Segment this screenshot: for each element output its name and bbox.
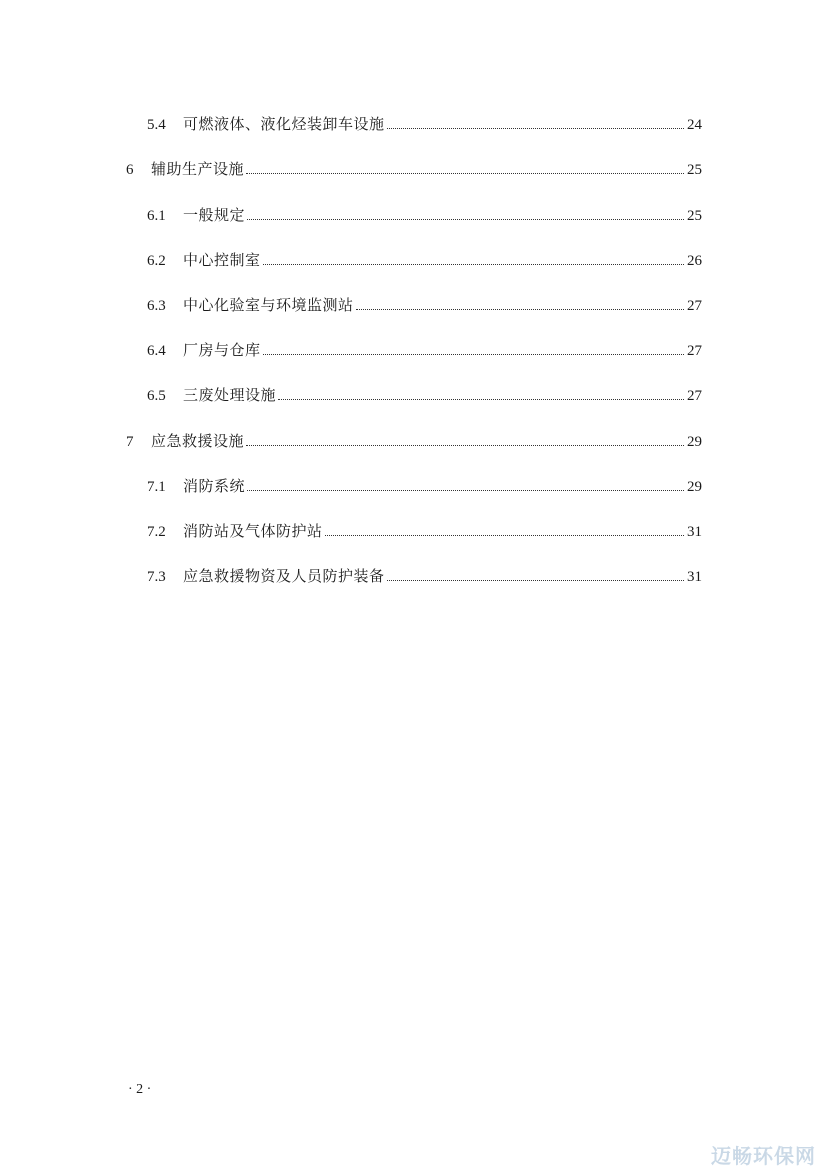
toc-entry-5-4[interactable] [147, 113, 702, 135]
toc-entry-title: 可燃液体、液化烃装卸车设施 [183, 115, 385, 133]
toc-entry-number: 5.4 [147, 117, 166, 133]
toc-dot-leader [325, 534, 684, 536]
toc-entry-title: 消防站及气体防护站 [183, 522, 323, 540]
toc-entry-title: 厂房与仓库 [183, 341, 261, 359]
toc-dot-leader [387, 579, 684, 581]
toc-entry-title: 辅助生产设施 [151, 160, 245, 178]
toc-entry-page: 26 [687, 253, 702, 269]
toc-entry-page: 31 [687, 524, 702, 540]
toc-entry-number: 6.5 [147, 388, 166, 404]
toc-entry-page: 25 [687, 208, 702, 224]
toc-entry-number: 7.3 [147, 569, 166, 585]
toc-entry-page: 29 [687, 479, 702, 495]
toc-entry-title: 三废处理设施 [183, 386, 277, 404]
toc-entry-6-1[interactable] [147, 204, 702, 226]
toc-entry-number: 6 [126, 162, 134, 178]
toc-entry-6-5[interactable] [147, 384, 702, 406]
toc-dot-leader [247, 218, 684, 220]
toc-entry-number: 7.2 [147, 524, 166, 540]
toc-entry-title: 中心控制室 [183, 251, 261, 269]
toc-dot-leader [247, 489, 684, 491]
watermark: 迈畅环保网 [711, 1144, 816, 1168]
toc-entry-title: 应急救援设施 [151, 432, 245, 450]
toc-entry-7-3[interactable] [147, 565, 702, 587]
toc-entry-title: 中心化验室与环境监测站 [183, 296, 354, 314]
toc-entry-page: 27 [687, 343, 702, 359]
toc-dot-leader [387, 127, 684, 129]
toc-entry-number: 7 [126, 434, 134, 450]
toc-entry-6[interactable] [126, 158, 702, 180]
toc-entry-title: 一般规定 [183, 206, 246, 224]
toc-entry-page: 31 [687, 569, 702, 585]
toc-entry-number: 6.1 [147, 208, 166, 224]
toc-entry-number: 6.3 [147, 298, 166, 314]
toc-entry-page: 29 [687, 434, 702, 450]
toc-dot-leader [246, 172, 684, 174]
toc-entry-page: 24 [687, 117, 702, 133]
toc-dot-leader [278, 398, 684, 400]
toc-entry-7-1[interactable] [147, 475, 702, 497]
toc-entry-number: 7.1 [147, 479, 166, 495]
toc-entry-number: 6.4 [147, 343, 166, 359]
page-number: · 2 · [128, 1082, 152, 1097]
toc-dot-leader [263, 353, 684, 355]
toc-entry-7[interactable] [126, 430, 702, 452]
toc-dot-leader [246, 444, 684, 446]
toc-entry-page: 25 [687, 162, 702, 178]
toc-entry-6-4[interactable] [147, 339, 702, 361]
toc-entry-title: 应急救援物资及人员防护装备 [183, 567, 385, 585]
toc-entry-page: 27 [687, 298, 702, 314]
toc-dot-leader [356, 308, 684, 310]
toc-entry-title: 消防系统 [183, 477, 246, 495]
toc-entry-6-3[interactable] [147, 294, 702, 316]
toc-entry-7-2[interactable] [147, 520, 702, 542]
toc-entry-6-2[interactable] [147, 249, 702, 271]
toc-dot-leader [263, 263, 684, 265]
toc-entry-number: 6.2 [147, 253, 166, 269]
toc-entry-page: 27 [687, 388, 702, 404]
